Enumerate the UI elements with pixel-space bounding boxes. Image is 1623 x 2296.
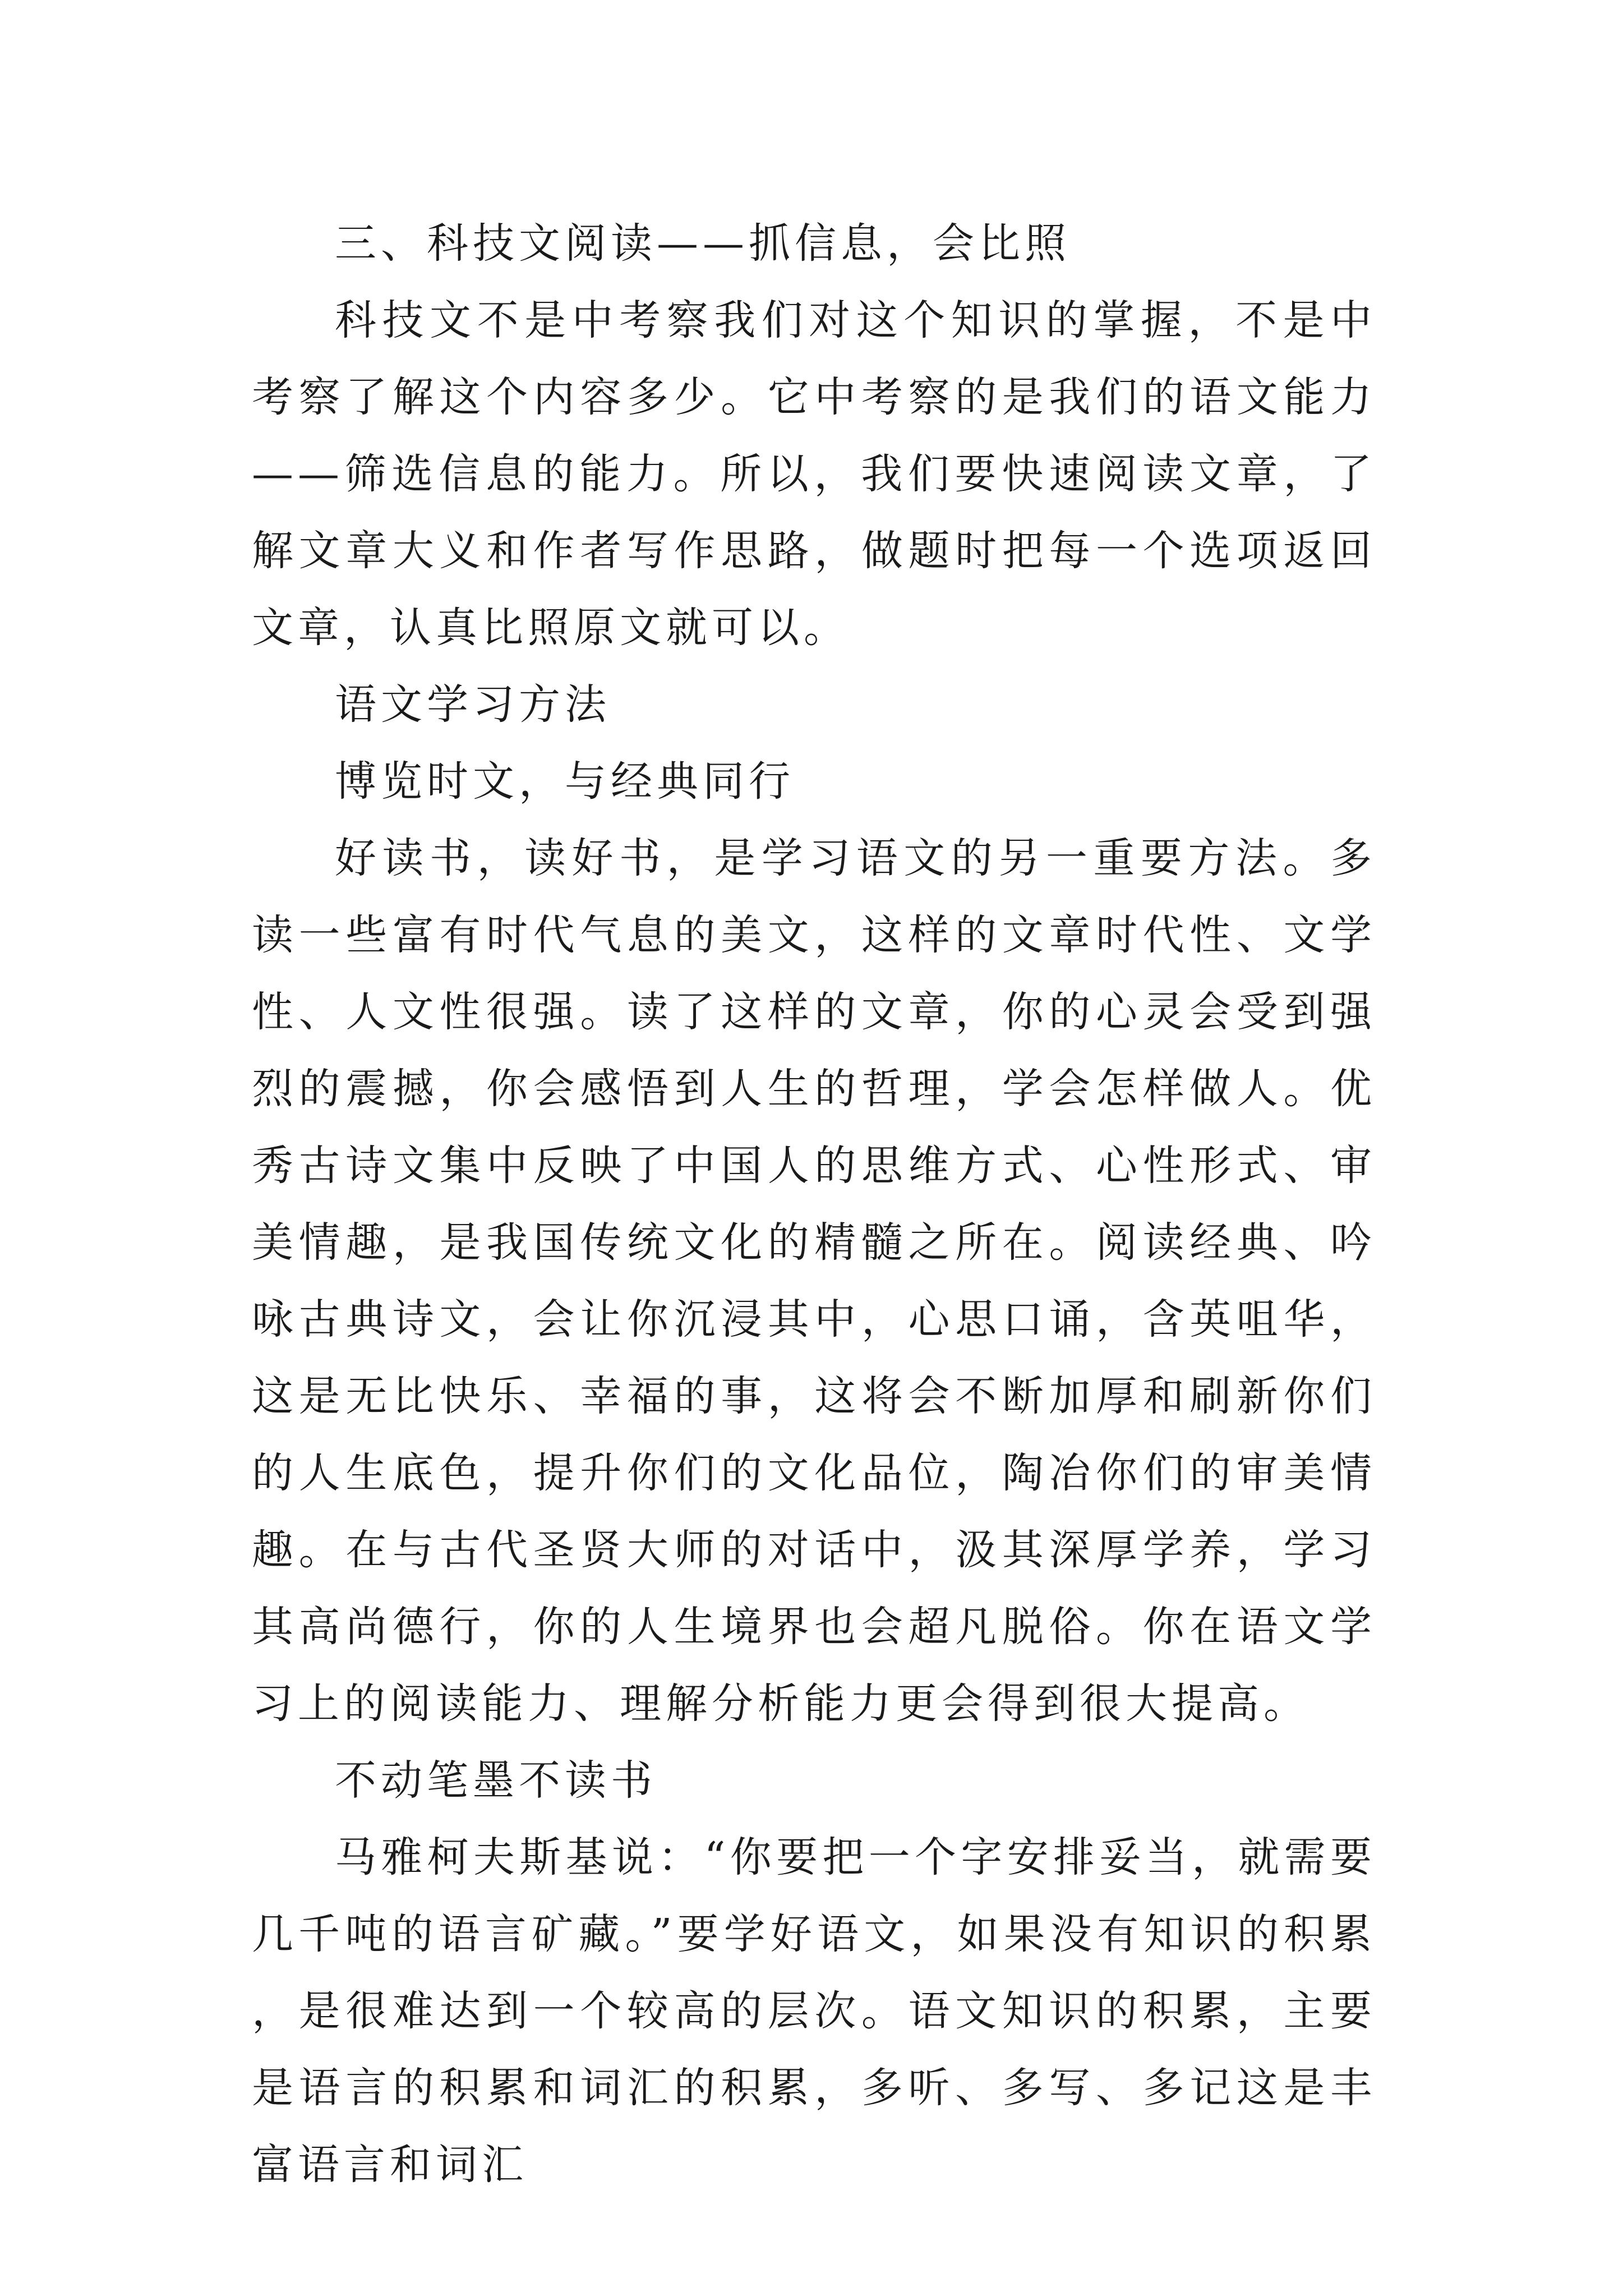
subheading-take-notes: 不动笔墨不读书	[335, 1756, 657, 1805]
document-body	[252, 205, 1376, 2203]
section-heading-tech-reading: 三、科技文阅读——抓信息，会比照	[335, 219, 1071, 268]
section-heading-study-methods: 语文学习方法	[335, 680, 611, 729]
paragraph-tech-reading: 科技文不是中考察我们对这个知识的掌握，不是中考察了解这个内容多少。它中考察的是我们的语文能力——筛选信息的能力。所以，我们要快速阅读文章，了解文章大义和作者写作思路，做题时把每一个选项返回文章，认真比照原文就可以。	[252, 296, 1376, 652]
paragraph-read-widely: 好读书，读好书，是学习语文的另一重要方法。多读一些富有时代气息的美文，这样的文章时代性、文学性、人文性很强。读了这样的文章，你的心灵会受到强烈的震撼，你会感悟到人生的哲理，学会怎样做人。优秀古诗文集中反映了中国人的思维方式、心性形式、审美情趣，是我国传统文化的精髓之所在。阅读经典、吟咏古典诗文，会让你沉浸其中，心思口诵，含英咀华，这是无比快乐、幸福的事，这将会不断加厚和刷新你们的人生底色，提升你们的文化品位，陶冶你们的审美情趣。在与古代圣贤大师的对话中，汲其深厚学养，学习其高尚德行，你的人生境界也会超凡脱俗。你在语文学习上的阅读能力、理解分析能力更会得到很大提高。	[252, 834, 1376, 1728]
paragraph-take-notes: 马雅柯夫斯基说：“你要把一个字安排妥当，就需要几千吨的语言矿藏。”要学好语文，如果没有知识的积累，是很难达到一个较高的层次。语文知识的积累，主要是语言的积累和词汇的积累，多听、多写、多记这是丰富语言和词汇	[252, 1833, 1376, 2189]
subheading-read-widely: 博览时文，与经典同行	[335, 757, 795, 806]
